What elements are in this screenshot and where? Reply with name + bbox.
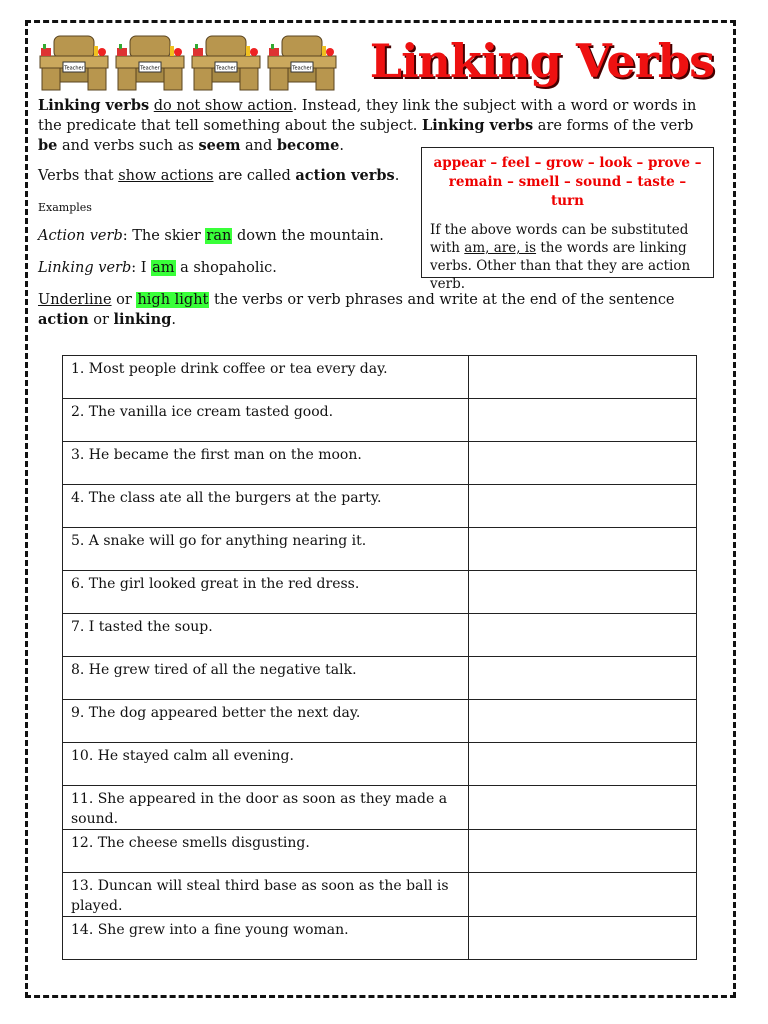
example-text: : I [131, 260, 147, 276]
note-text: the words are linking verbs. Other than that they are action verb. [430, 240, 691, 292]
intro-text: and [245, 138, 273, 154]
sentence-cell: 3. He became the first man on the moon. [63, 442, 469, 485]
table-row [63, 614, 697, 657]
intro-text: and verbs such as [61, 138, 194, 154]
underlined-phrase: do not show action [153, 98, 293, 114]
sentence-cell: 14. She grew into a fine young woman. [63, 917, 469, 960]
table-row [63, 657, 697, 700]
answer-cell[interactable] [469, 917, 697, 960]
svg-text:Teacher: Teacher [292, 65, 312, 72]
term-action-verbs: action verbs [295, 167, 395, 184]
table-row [63, 743, 697, 786]
highlighted-phrase: high light [137, 292, 209, 308]
action-verbs-definition [38, 166, 399, 186]
table-row [63, 485, 697, 528]
term-linking-verbs: Linking verbs [422, 117, 534, 134]
underlined-phrase: Underline [38, 292, 112, 308]
example-action-verb [38, 226, 384, 246]
table-row [63, 873, 697, 917]
table-row [63, 571, 697, 614]
intro-text: are forms of the verb [537, 118, 694, 134]
example-label: Linking verb [38, 260, 132, 276]
instructions [38, 290, 718, 330]
teacher-desks-illustration [38, 34, 338, 92]
sentence-cell: 2. The vanilla ice cream tasted good. [63, 399, 469, 442]
answer-cell[interactable] [469, 743, 697, 786]
table-row [63, 399, 697, 442]
sentence-cell: 12. The cheese smells disgusting. [63, 830, 469, 873]
instruction-text: or [116, 292, 132, 308]
sentence-cell: 8. He grew tired of all the negative talk. [63, 657, 469, 700]
definition-text: . [394, 168, 400, 184]
sentence-cell: 11. She appeared in the door as soon as they made a sound. [63, 786, 469, 830]
sentence-cell: 9. The dog appeared better the next day. [63, 700, 469, 743]
sentence-cell: 10. He stayed calm all evening. [63, 743, 469, 786]
term-seem: seem [198, 137, 241, 154]
svg-text:Teacher: Teacher [216, 65, 236, 72]
table-row [63, 700, 697, 743]
answer-cell[interactable] [469, 830, 697, 873]
page-title: Linking Verbs [369, 34, 714, 88]
underlined-phrase: am, are, is [464, 240, 537, 256]
answer-cell[interactable] [469, 442, 697, 485]
example-linking-verb [38, 258, 277, 278]
answer-cell[interactable] [469, 786, 697, 830]
answer-cell[interactable] [469, 356, 697, 399]
answer-cell[interactable] [469, 528, 697, 571]
table-row [63, 442, 697, 485]
teacher-desk-icon [38, 34, 110, 92]
example-text: down the mountain. [236, 228, 384, 244]
instruction-text: or [93, 312, 109, 328]
definition-text: Verbs that [38, 168, 114, 184]
svg-text:Teacher: Teacher [64, 65, 84, 72]
answer-cell[interactable] [469, 657, 697, 700]
highlighted-verb: am [152, 260, 175, 276]
sentence-cell: 6. The girl looked great in the red dress. [63, 571, 469, 614]
answer-cell[interactable] [469, 485, 697, 528]
instruction-text: the verbs or verb phrases and write at the end of the sentence [214, 292, 675, 308]
verb-list-line: remain – smell – sound – taste – turn [448, 174, 687, 209]
answer-cell[interactable] [469, 873, 697, 917]
underlined-phrase: show actions [118, 168, 214, 184]
sentence-cell: 7. I tasted the soup. [63, 614, 469, 657]
term-be: be [38, 137, 58, 154]
exercise-table [62, 355, 697, 960]
verb-list-line: appear – feel – grow – look – prove – [433, 155, 702, 171]
linking-verb-list [430, 154, 705, 211]
teacher-desk-icon [266, 34, 338, 92]
example-label: Action verb [38, 228, 123, 244]
table-row [63, 917, 697, 960]
intro-text: . Instead, they link the subject with a word or words in the predicate that tell something about the subject. [38, 98, 697, 134]
table-row [63, 528, 697, 571]
instruction-text: . [171, 312, 176, 328]
teacher-desk-icon [190, 34, 262, 92]
term-action: action [38, 311, 89, 328]
sentence-cell: 4. The class ate all the burgers at the party. [63, 485, 469, 528]
example-text: a shopaholic. [180, 260, 277, 276]
definition-text: are called [218, 168, 291, 184]
header [38, 32, 718, 94]
example-text: : The skier [122, 228, 201, 244]
sentence-cell: 1. Most people drink coffee or tea every day. [63, 356, 469, 399]
teacher-desk-icon [114, 34, 186, 92]
note-text: If the above words can be substituted with [430, 222, 689, 256]
sentence-cell: 13. Duncan will steal third base as soon as the ball is played. [63, 873, 469, 917]
table-row [63, 356, 697, 399]
table-row [63, 786, 697, 830]
sentence-cell: 5. A snake will go for anything nearing it. [63, 528, 469, 571]
answer-cell[interactable] [469, 571, 697, 614]
answer-cell[interactable] [469, 700, 697, 743]
table-row [63, 830, 697, 873]
answer-cell[interactable] [469, 614, 697, 657]
term-linking-verbs: Linking verbs [38, 97, 150, 114]
substitution-note [430, 221, 705, 293]
intro-text: . [339, 138, 344, 154]
answer-cell[interactable] [469, 399, 697, 442]
term-become: become [276, 137, 340, 154]
svg-text:Teacher: Teacher [140, 65, 160, 72]
highlighted-verb: ran [206, 228, 232, 244]
term-linking: linking [113, 311, 172, 328]
examples-label: Examples [38, 201, 92, 214]
linking-verbs-box [421, 147, 714, 292]
